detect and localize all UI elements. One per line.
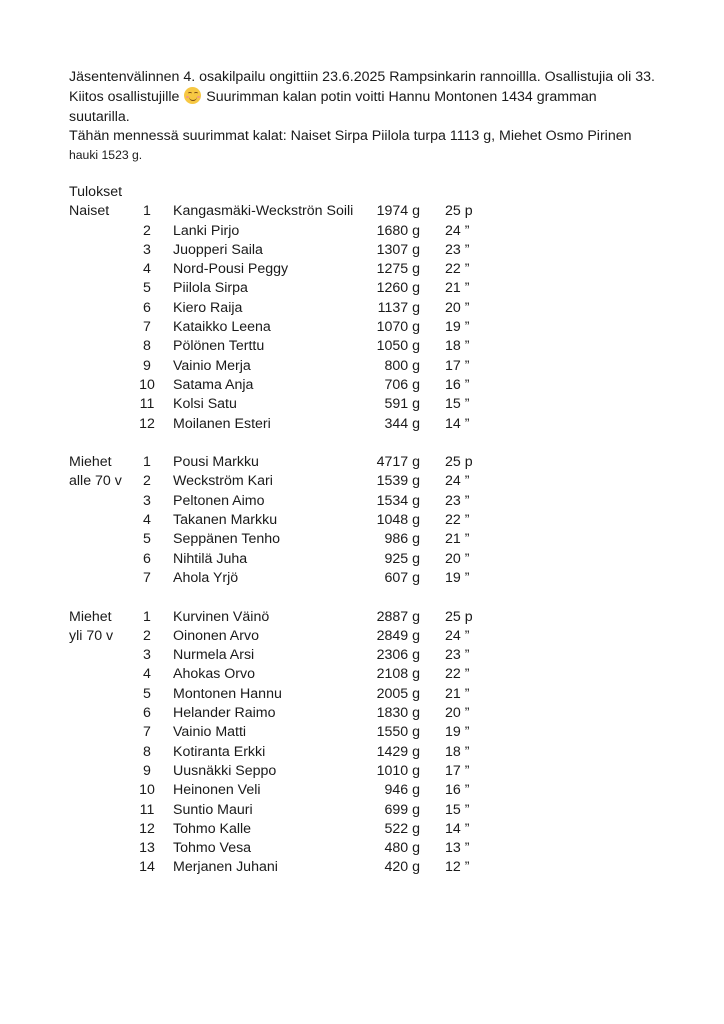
points-value: 19 ” xyxy=(445,724,470,741)
catch-weight: 800 g xyxy=(384,357,420,374)
place-number: 11 xyxy=(139,801,155,818)
result-row xyxy=(69,820,509,839)
points-value: 20 ” xyxy=(445,550,470,567)
catch-weight: 607 g xyxy=(384,569,420,586)
place-number: 1 xyxy=(143,454,151,471)
intro-text xyxy=(69,68,659,165)
catch-weight: 420 g xyxy=(384,859,420,876)
points-value: 22 ” xyxy=(445,261,470,278)
results-group xyxy=(69,608,509,878)
result-row xyxy=(69,685,509,704)
points-value: 19 ” xyxy=(445,569,470,586)
category-label-sub: alle 70 v xyxy=(69,473,122,490)
catch-weight: 344 g xyxy=(384,415,420,432)
results-group xyxy=(69,453,509,588)
result-row xyxy=(69,704,509,723)
competitor-name: Lanki Pirjo xyxy=(173,222,240,239)
competitor-name: Takanen Markku xyxy=(173,512,278,529)
catch-weight: 2887 g xyxy=(376,608,420,625)
points-value: 18 ” xyxy=(445,743,470,760)
points-value: 21 ” xyxy=(445,531,470,548)
points-value: 21 ” xyxy=(445,280,470,297)
points-value: 24 ” xyxy=(445,627,470,644)
place-number: 11 xyxy=(139,396,155,413)
place-number: 10 xyxy=(139,376,155,393)
catch-weight: 2108 g xyxy=(376,666,420,683)
result-row xyxy=(69,260,509,279)
place-number: 2 xyxy=(143,222,151,239)
result-row xyxy=(69,453,509,472)
points-value: 12 ” xyxy=(445,859,470,876)
catch-weight: 1680 g xyxy=(376,222,420,239)
catch-weight: 1260 g xyxy=(376,280,420,297)
result-row xyxy=(69,472,509,491)
place-number: 4 xyxy=(143,512,151,529)
place-number: 7 xyxy=(143,569,151,586)
points-value: 23 ” xyxy=(445,647,470,664)
result-row xyxy=(69,222,509,241)
points-value: 23 ” xyxy=(445,241,470,258)
points-value: 25 p xyxy=(445,454,473,471)
place-number: 5 xyxy=(143,685,151,702)
place-number: 10 xyxy=(139,782,155,799)
points-value: 23 ” xyxy=(445,492,470,509)
place-number: 3 xyxy=(143,647,151,664)
place-number: 4 xyxy=(143,261,151,278)
competitor-name: Tohmo Vesa xyxy=(173,840,252,857)
competitor-name: Oinonen Arvo xyxy=(173,627,259,644)
catch-weight: 522 g xyxy=(384,820,420,837)
result-row xyxy=(69,665,509,684)
place-number: 6 xyxy=(143,550,151,567)
catch-weight: 4717 g xyxy=(376,454,420,471)
competitor-name: Merjanen Juhani xyxy=(173,859,278,876)
catch-weight: 1830 g xyxy=(376,705,420,722)
points-value: 17 ” xyxy=(445,762,470,779)
points-value: 17 ” xyxy=(445,357,470,374)
result-row xyxy=(69,318,509,337)
competitor-name: Nurmela Arsi xyxy=(173,647,255,664)
result-row xyxy=(69,608,509,627)
competitor-name: Seppänen Tenho xyxy=(173,531,281,548)
points-value: 25 p xyxy=(445,203,473,220)
result-row xyxy=(69,762,509,781)
competitor-name: Helander Raimo xyxy=(173,705,276,722)
results-title: Tulokset xyxy=(69,184,123,200)
competitor-name: Nihtilä Juha xyxy=(173,550,248,567)
result-row xyxy=(69,627,509,646)
category-label: Naiset xyxy=(69,203,110,220)
competitor-name: Pousi Markku xyxy=(173,454,259,471)
place-number: 3 xyxy=(143,492,151,509)
result-row xyxy=(69,569,509,588)
catch-weight: 925 g xyxy=(384,550,420,567)
competitor-name: Kangasmäki-Weckströn Soili xyxy=(173,203,354,220)
result-row xyxy=(69,492,509,511)
category-label: Miehet xyxy=(69,608,112,625)
competitor-name: Suntio Mauri xyxy=(173,801,253,818)
catch-weight: 1307 g xyxy=(376,241,420,258)
points-value: 15 ” xyxy=(445,396,470,413)
catch-weight: 480 g xyxy=(384,840,420,857)
points-value: 18 ” xyxy=(445,338,470,355)
intro-line-1: Jäsentenvälinnen 4. osakilpailu ongittiin 23.6.2025 Rampsinkarin rannoillla. Osallistujia oli 33. Kiitos osallistujille xyxy=(69,69,655,106)
result-row xyxy=(69,395,509,414)
place-number: 6 xyxy=(143,299,151,316)
catch-weight: 1539 g xyxy=(376,473,420,490)
catch-weight: 591 g xyxy=(384,396,420,413)
competitor-name: Kiero Raija xyxy=(173,299,243,316)
category-label-sub: yli 70 v xyxy=(69,627,114,644)
points-value: 25 p xyxy=(445,608,473,625)
points-value: 20 ” xyxy=(445,705,470,722)
competitor-name: Ahola Yrjö xyxy=(173,569,239,586)
points-value: 22 ” xyxy=(445,512,470,529)
result-row xyxy=(69,202,509,221)
catch-weight: 1137 g xyxy=(377,299,420,316)
catch-weight: 1429 g xyxy=(376,743,420,760)
points-value: 14 ” xyxy=(445,415,470,432)
place-number: 7 xyxy=(143,319,151,336)
category-label: Miehet xyxy=(69,454,112,471)
catch-weight: 2306 g xyxy=(376,647,420,664)
place-number: 7 xyxy=(143,724,151,741)
points-value: 15 ” xyxy=(445,801,470,818)
result-row xyxy=(69,241,509,260)
points-value: 19 ” xyxy=(445,319,470,336)
competitor-name: Montonen Hannu xyxy=(173,685,282,702)
competitor-name: Peltonen Aimo xyxy=(173,492,265,509)
result-row xyxy=(69,801,509,820)
intro-line-2: Tähän mennessä suurimmat kalat: Naiset Sirpa Piilola turpa 1113 g, Miehet Osmo Pirinen xyxy=(69,127,632,144)
points-value: 22 ” xyxy=(445,666,470,683)
intro-line-3: hauki 1523 g. xyxy=(69,148,143,163)
competitor-name: Nord-Pousi Peggy xyxy=(173,261,289,278)
competitor-name: Weckström Kari xyxy=(173,473,273,490)
catch-weight: 1974 g xyxy=(376,203,420,220)
place-number: 8 xyxy=(143,338,151,355)
catch-weight: 706 g xyxy=(384,376,420,393)
intro-line-1-continuation: Suurimman kalan potin voitti Hannu Montonen 1434 gramman suutarilla. xyxy=(69,89,597,125)
result-row xyxy=(69,646,509,665)
result-row xyxy=(69,357,509,376)
result-row xyxy=(69,550,509,569)
points-value: 16 ” xyxy=(445,782,470,799)
place-number: 14 xyxy=(139,859,155,876)
catch-weight: 946 g xyxy=(384,782,420,799)
catch-weight: 1550 g xyxy=(376,724,420,741)
points-value: 16 ” xyxy=(445,376,470,393)
competitor-name: Kotiranta Erkki xyxy=(173,743,266,760)
result-row xyxy=(69,376,509,395)
place-number: 4 xyxy=(143,666,151,683)
results-section xyxy=(69,183,509,897)
catch-weight: 1070 g xyxy=(376,319,420,336)
points-value: 20 ” xyxy=(445,299,470,316)
place-number: 12 xyxy=(139,820,155,837)
result-row xyxy=(69,279,509,298)
competitor-name: Tohmo Kalle xyxy=(173,820,252,837)
intro-paragraph xyxy=(69,68,659,127)
place-number: 5 xyxy=(143,531,151,548)
results-group xyxy=(69,202,509,434)
catch-weight: 1275 g xyxy=(376,261,420,278)
place-number: 6 xyxy=(143,705,151,722)
catch-weight: 699 g xyxy=(384,801,420,818)
points-value: 14 ” xyxy=(445,820,470,837)
place-number: 2 xyxy=(143,473,151,490)
result-row xyxy=(69,839,509,858)
catch-weight: 2849 g xyxy=(376,627,420,644)
place-number: 5 xyxy=(143,280,151,297)
points-value: 21 ” xyxy=(445,685,470,702)
catch-weight: 1048 g xyxy=(376,512,420,529)
competitor-name: Kolsi Satu xyxy=(173,396,237,413)
competitor-name: Kataikko Leena xyxy=(173,319,271,336)
points-value: 24 ” xyxy=(445,473,470,490)
result-row xyxy=(69,511,509,530)
smiling-face-emoji-icon xyxy=(184,87,201,104)
points-value: 24 ” xyxy=(445,222,470,239)
place-number: 12 xyxy=(139,415,155,432)
competitor-name: Vainio Matti xyxy=(173,724,247,741)
result-row xyxy=(69,781,509,800)
result-row xyxy=(69,858,509,877)
result-row xyxy=(69,530,509,549)
catch-weight: 1050 g xyxy=(376,338,420,355)
place-number: 1 xyxy=(143,203,151,220)
result-row xyxy=(69,337,509,356)
competitor-name: Satama Anja xyxy=(173,376,254,393)
results-groups xyxy=(69,202,509,877)
points-value: 13 ” xyxy=(445,840,470,857)
competitor-name: Juopperi Saila xyxy=(173,241,263,258)
competitor-name: Vainio Merja xyxy=(173,357,251,374)
competitor-name: Uusnäkki Seppo xyxy=(173,762,277,779)
place-number: 8 xyxy=(143,743,151,760)
catch-weight: 1010 g xyxy=(376,762,420,779)
place-number: 9 xyxy=(143,357,151,374)
place-number: 2 xyxy=(143,627,151,644)
place-number: 13 xyxy=(139,840,155,857)
competitor-name: Moilanen Esteri xyxy=(173,415,271,432)
catch-weight: 2005 g xyxy=(376,685,420,702)
result-row xyxy=(69,415,509,434)
catch-weight: 986 g xyxy=(384,531,420,548)
competitor-name: Heinonen Veli xyxy=(173,782,261,799)
place-number: 1 xyxy=(143,608,151,625)
competitor-name: Ahokas Orvo xyxy=(173,666,256,683)
result-row xyxy=(69,743,509,762)
place-number: 3 xyxy=(143,241,151,258)
competitor-name: Pölönen Terttu xyxy=(173,338,265,355)
result-row xyxy=(69,723,509,742)
place-number: 9 xyxy=(143,762,151,779)
competitor-name: Kurvinen Väinö xyxy=(173,608,270,625)
result-row xyxy=(69,299,509,318)
intro-biggest-fish xyxy=(69,127,659,166)
competitor-name: Piilola Sirpa xyxy=(173,280,248,297)
catch-weight: 1534 g xyxy=(376,492,420,509)
